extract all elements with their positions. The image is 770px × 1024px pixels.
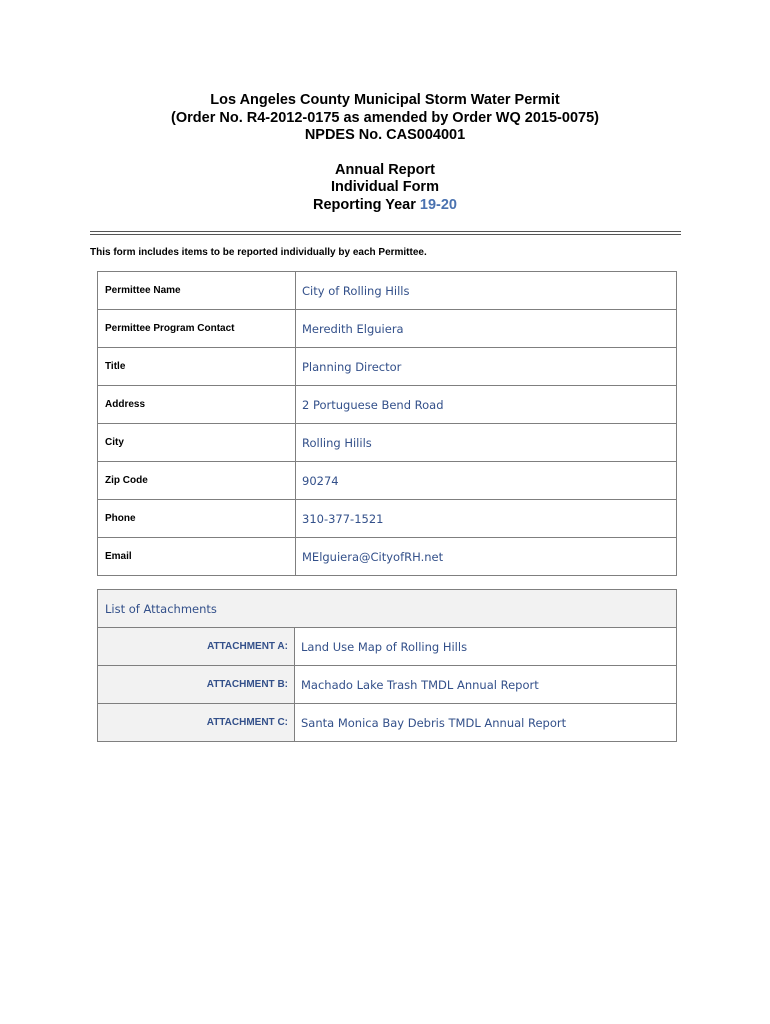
title-spacer [0,145,770,162]
table-row [98,272,677,310]
city-field[interactable]: Rolling Hilils [296,424,677,462]
field-label: Zip Code [98,462,296,500]
field-label: Email [98,538,296,576]
table-row [98,348,677,386]
attachment-label: ATTACHMENT C: [98,704,295,742]
intro-text: This form includes items to be reported individually by each Permittee. [90,247,427,258]
reporting-year-label: Reporting Year [313,196,416,213]
attachments-header-row [98,590,677,628]
attachment-b-field[interactable]: Machado Lake Trash TMDL Annual Report [295,666,677,704]
divider-top [90,231,681,232]
field-label: Permittee Program Contact [98,310,296,348]
table-row [98,462,677,500]
field-label: Title [98,348,296,386]
field-label: Permittee Name [98,272,296,310]
table-row [98,666,677,704]
divider-bottom [90,234,681,235]
permit-title: Los Angeles County Municipal Storm Water Permit [210,92,560,108]
order-number: (Order No. R4-2012-0175 as amended by Order WQ 2015-0075) [171,109,599,126]
annual-report-title: Annual Report [335,161,435,178]
table-row [98,538,677,576]
table-row [98,500,677,538]
table-row [98,386,677,424]
zip-code-field[interactable]: 90274 [296,462,677,500]
attachments-heading: List of Attachments [98,590,677,628]
reporting-year [0,197,770,215]
address-field[interactable]: 2 Portuguese Bend Road [296,386,677,424]
permittee-info-table [97,271,677,576]
table-row [98,424,677,462]
individual-form-title: Individual Form [331,179,439,195]
field-label: Address [98,386,296,424]
table-row [98,704,677,742]
attachment-c-field[interactable]: Santa Monica Bay Debris TMDL Annual Report [295,704,677,742]
npdes-number: NPDES No. CAS004001 [304,127,466,143]
permittee-name-field[interactable]: City of Rolling Hills [296,272,677,310]
attachment-a-field[interactable]: Land Use Map of Rolling Hills [295,628,677,666]
attachments-table [97,589,677,742]
table-row [98,310,677,348]
reporting-year-value: 19-20 [419,196,457,213]
attachment-label: ATTACHMENT A: [98,628,295,666]
title-field[interactable]: Planning Director [296,348,677,386]
phone-field[interactable]: 310-377-1521 [296,500,677,538]
field-label: City [98,424,296,462]
table-row [98,628,677,666]
field-label: Phone [98,500,296,538]
report-title-block [0,92,770,214]
email-field[interactable]: MElguiera@CityofRH.net [296,538,677,576]
attachment-label: ATTACHMENT B: [98,666,295,704]
program-contact-field[interactable]: Meredith Elguiera [296,310,677,348]
